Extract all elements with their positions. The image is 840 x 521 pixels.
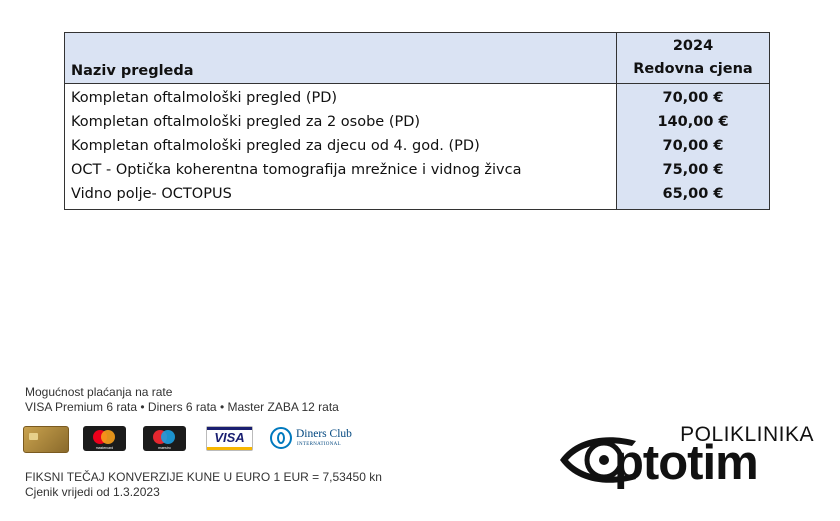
installments-terms: VISA Premium 6 rata • Diners 6 rata • Master ZABA 12 rata xyxy=(25,400,339,414)
header-price-column xyxy=(617,33,770,84)
exam-name: Kompletan oftalmološki pregled za 2 osobe (PD) xyxy=(71,114,421,130)
installments-title: Mogućnost plaćanja na rate xyxy=(25,385,173,399)
exam-price: 75,00 € xyxy=(617,158,770,182)
exam-price: 65,00 € xyxy=(617,182,770,210)
logo-name: ptotim xyxy=(614,436,758,490)
valid-from-note: Cjenik vrijedi od 1.3.2023 xyxy=(25,485,160,499)
mastercard-label: mastercard xyxy=(95,446,114,450)
exam-name: Kompletan oftalmološki pregled za djecu od 4. god. (PD) xyxy=(71,138,480,154)
table-header-row xyxy=(65,33,770,84)
visa-icon: VISA xyxy=(206,426,253,451)
exam-name: OCT - Optička koherentna tomografija mrežnice i vidnog živca xyxy=(71,162,522,178)
exam-name: Kompletan oftalmološki pregled (PD) xyxy=(71,90,338,106)
diners-club-icon xyxy=(270,426,370,452)
diners-name: Diners Club xyxy=(296,428,352,440)
header-year: 2024 xyxy=(672,38,714,54)
table-row xyxy=(65,158,770,182)
exchange-rate-note: FIKSNI TEČAJ KONVERZIJE KUNE U EURO 1 EUR = 7,53450 kn xyxy=(25,470,382,484)
table-row xyxy=(65,110,770,134)
diners-logo-icon xyxy=(270,427,292,449)
logo-subtitle: POLIKLINIKA xyxy=(680,423,814,446)
price-table xyxy=(64,32,770,210)
table-row xyxy=(65,182,770,210)
maestro-icon xyxy=(143,426,186,451)
diners-sub: INTERNATIONAL xyxy=(297,442,341,447)
exam-price: 70,00 € xyxy=(617,84,770,111)
mastercard-icon xyxy=(83,426,126,451)
header-regular-price: Redovna cjena xyxy=(633,61,753,77)
header-exam-name: Naziv pregleda xyxy=(65,33,617,84)
exam-price: 70,00 € xyxy=(617,134,770,158)
exam-name: Vidno polje- OCTOPUS xyxy=(71,186,232,202)
card-chip-icon xyxy=(29,433,38,440)
table-row xyxy=(65,134,770,158)
table-row xyxy=(65,84,770,111)
premium-card-icon xyxy=(23,426,69,453)
exam-price: 140,00 € xyxy=(617,110,770,134)
optotim-logo xyxy=(558,423,816,495)
maestro-label: maestro xyxy=(158,446,171,450)
